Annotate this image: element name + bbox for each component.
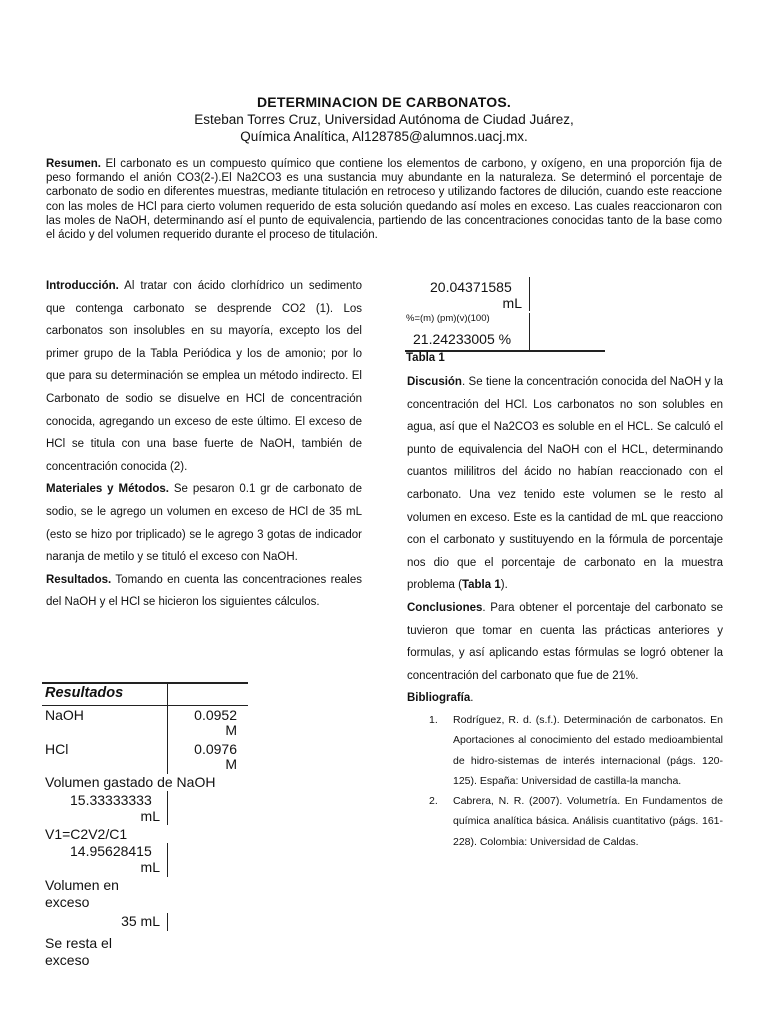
subtract-label-2: exceso xyxy=(45,952,90,968)
remaining-volume-unit: mL xyxy=(502,295,522,311)
abstract xyxy=(46,157,722,242)
abstract-text: El carbonato es un compuesto químico que contiene los elementos de carbono, y oxígeno, en una proporción fija de peso formando el anión CO3(2-).El Na2CO3 es una sustancia muy abundante en la naturaleza. Se determinó el porcentaje de carbonato de sodio en diferentes muestras, mediante titulación en retroceso y utilizando factores de dilución, cuando este reaccione con las moles de HCl para cierto volumen requerido de esta solución quedando así moles en exceso. Las cuales reaccionaron con las moles de NaOH, determinando así el punto de equivalencia, partiendo de las concentraciones conocidas tanto de la base como el ácido y del volumen requerido durante el proceso de titulación. xyxy=(46,158,722,242)
percent-formula: %=(m) (pm)(v)(100) xyxy=(406,313,490,324)
table-row xyxy=(42,774,248,791)
introduction-section xyxy=(46,275,362,478)
results-section xyxy=(46,569,362,614)
reference-item xyxy=(407,710,723,791)
hcl-unit: M xyxy=(225,756,237,772)
discussion-text: . Se tiene la concentración conocida del NaOH y la concentración del HCl. Los carbonatos no son solubles en agua, así que el Na2CO3 es soluble en el HCL. Se calculó el punto de equivalencia del NaOH con el HCL, determinando cuantos mililitros del ácido no habían reaccionado con el carbonato. Una vez tenido este volumen se le resto al volumen en exceso. Este es la cantidad de mL que reacciono con el carbonato y sustituyendo en la fórmula de porcentaje nos dio que el porcentaje de carbonato en la muestra problema ( xyxy=(407,376,723,592)
table-reference: Tabla 1 xyxy=(461,579,501,592)
table-row xyxy=(42,706,248,740)
methods-text: Se pesaron 0.1 gr de carbonato de sodio, se le agrego un volumen en exceso de HCl de 35 mL (esto se hizo por triplicado) se le agrego 3 gotas de indicador naranja de metilo y se tituló el exceso con NaOH. xyxy=(46,483,362,564)
hcl-label: HCl xyxy=(45,741,69,757)
table-row xyxy=(42,877,248,911)
naoh-unit: M xyxy=(225,722,237,738)
excess-value: 35 mL xyxy=(121,913,160,929)
hcl-value: 0.0976 xyxy=(194,741,237,757)
results-table-header xyxy=(42,682,248,706)
excess-label: Volumen en xyxy=(45,877,119,893)
reference-number: 2. xyxy=(429,795,438,808)
right-column xyxy=(407,371,723,852)
results-text: Tomando en cuenta las concentraciones reales del NaOH y el HCl se hicieron los siguientes cálculos. xyxy=(46,573,362,609)
author-block xyxy=(0,111,768,145)
bibliography-label: Bibliografía xyxy=(407,692,471,705)
reference-text: Rodríguez, R. d. (s.f.). Determinación de carbonatos. En Aportaciones al conocimiento del estado medioambiental de hidro-sistemas de interés internacional (págs. 120-125). España: Universidad de castilla-la mancha. xyxy=(453,713,723,787)
results-table-header-label: Resultados xyxy=(45,685,124,701)
volume-naoh-unit: mL xyxy=(140,808,160,824)
discussion-label: Discusión xyxy=(407,376,462,388)
abstract-label: Resumen. xyxy=(46,158,101,170)
subtract-label: Se resta el xyxy=(45,935,112,951)
reference-number: 1. xyxy=(429,713,438,726)
table-caption: Tabla 1 xyxy=(406,352,445,364)
remaining-volume-value: 20.04371585 xyxy=(430,279,512,295)
discussion-section xyxy=(407,371,723,597)
methods-label: Materiales y Métodos. xyxy=(46,483,169,496)
naoh-label: NaOH xyxy=(45,707,84,723)
conclusions-label: Conclusiones xyxy=(407,601,483,614)
formula-unit: mL xyxy=(140,859,160,875)
naoh-value: 0.0952 xyxy=(194,707,237,723)
reference-item xyxy=(407,791,723,852)
excess-label-2: exceso xyxy=(45,894,90,910)
introduction-text: Al tratar con ácido clorhídrico un sedimento que contenga carbonato se desprende CO2 (1). Los carbonatos son insolubles en su mayoría, excepto los del primer grupo de la Tabla Periódica y los de amonio; por lo que para su determinación se emplea un método indirecto. El Carbonato de sodio se disuelve en HCl de concentración conocida, agregando un exceso de este último. El exceso de HCl se titula con una base fuerte de NaOH, también de concentración conocida (2). xyxy=(46,280,362,473)
percent-value: 21.24233005 % xyxy=(413,331,512,347)
bibliography-dot: . xyxy=(470,692,474,705)
introduction-label: Introducción. xyxy=(46,280,119,292)
bibliography-heading xyxy=(407,687,723,710)
discussion-end: ). xyxy=(500,579,508,592)
table-row xyxy=(42,740,248,774)
formula-label: V1=C2V2/C1 xyxy=(45,826,128,842)
reference-text: Cabrera, N. R. (2007). Volumetría. En Fundamentos de química analítica básica. Análisis cuantitativo (págs. 161-228). Colombia: Universidad de Caldas. xyxy=(453,795,723,848)
formula-value: 14.95628415 xyxy=(70,843,152,859)
conclusions-section xyxy=(407,597,723,687)
results-table xyxy=(42,682,248,969)
conclusions-text: . Para obtener el porcentaje del carbonato se tuvieron que tomar en cuenta las prácticas anteriores y formulas, y así aplicando estas fórmulas se logró obtener la concentración del carbonato que fue de 21%. xyxy=(407,601,723,682)
volume-naoh-label: Volumen gastado de NaOH xyxy=(45,774,216,790)
left-column xyxy=(46,275,362,614)
table-row xyxy=(42,825,248,843)
table-row xyxy=(42,933,248,969)
affiliation-line: Química Analítica, Al128785@alumnos.uacj.mx. xyxy=(240,129,528,144)
document-title: DETERMINACION DE CARBONATOS. xyxy=(257,94,511,110)
table-row xyxy=(42,791,248,825)
results-label: Resultados. xyxy=(46,573,112,586)
table-row xyxy=(42,843,248,877)
author-line: Esteban Torres Cruz, Universidad Autónoma de Ciudad Juárez, xyxy=(194,112,574,127)
methods-section xyxy=(46,478,362,568)
table-row xyxy=(42,911,248,933)
volume-naoh-value: 15.33333333 xyxy=(70,792,152,808)
reference-list xyxy=(407,710,723,852)
